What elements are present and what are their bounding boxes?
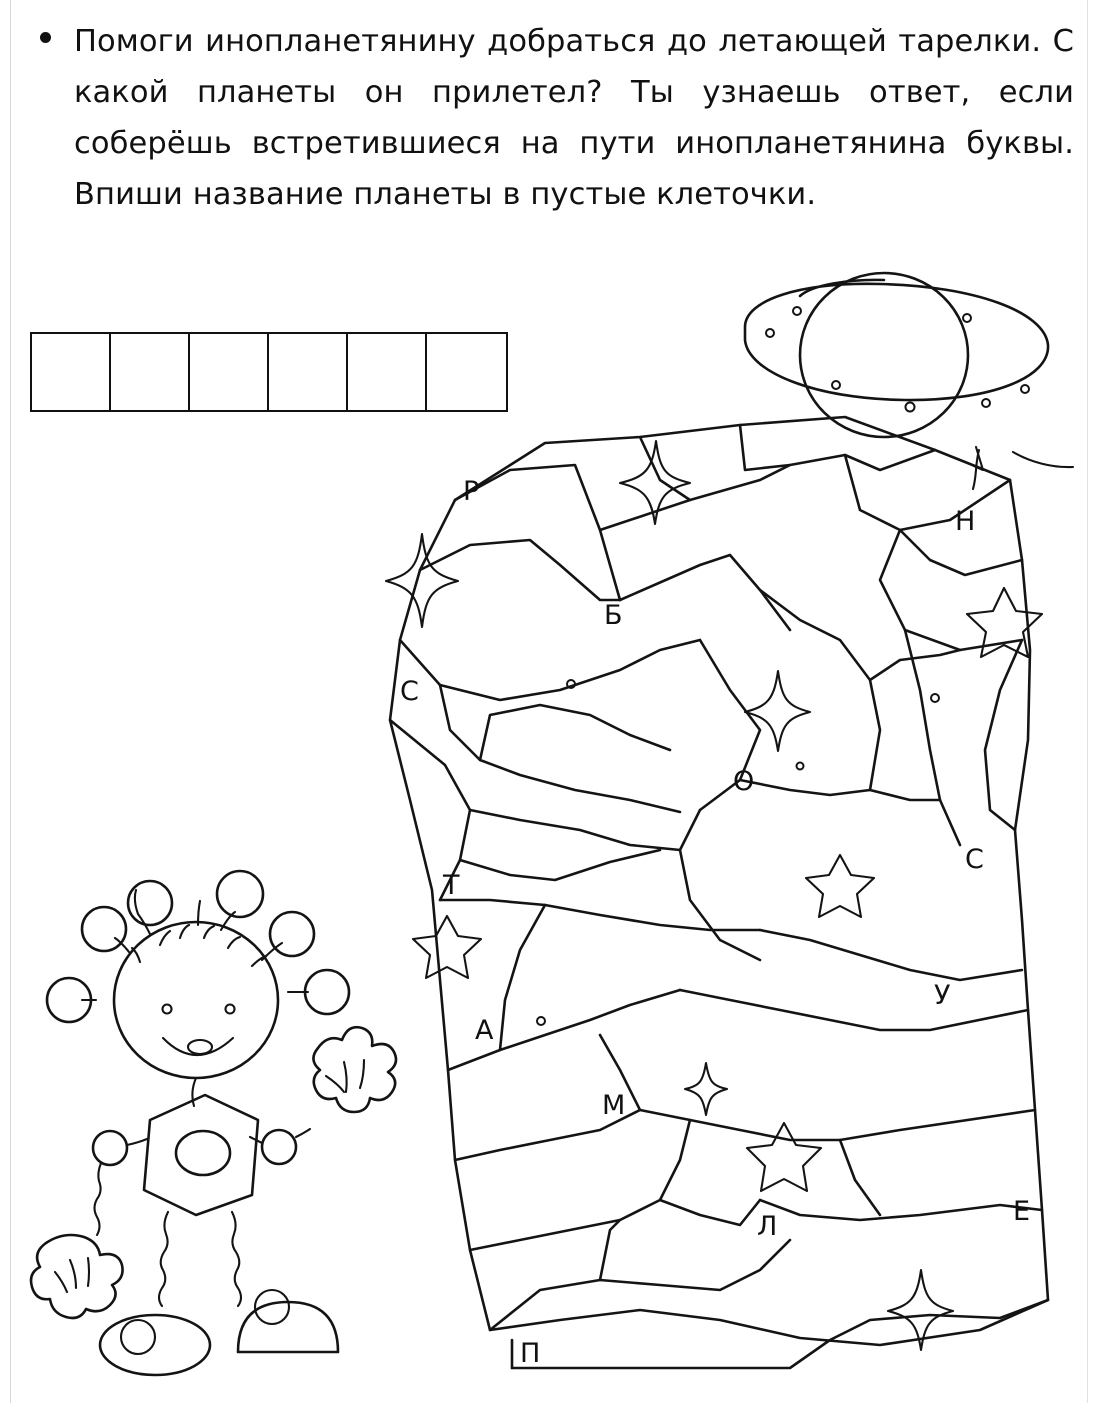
star-decorations: [386, 441, 1073, 1350]
maze-letter-a: А: [475, 1015, 494, 1046]
maze-letter-o: О: [733, 766, 755, 797]
answer-cell[interactable]: [348, 334, 427, 410]
answer-cell[interactable]: [427, 334, 506, 410]
maze-paths: [390, 417, 1048, 1368]
page-edge-right: [1087, 0, 1088, 1403]
answer-boxes[interactable]: [30, 332, 508, 412]
answer-cell[interactable]: [32, 334, 111, 410]
maze-letter-l: Л: [757, 1211, 778, 1242]
bullet-icon: [40, 32, 51, 43]
planet-saturn-icon: [745, 273, 1048, 437]
page-edge-left: [10, 0, 11, 1403]
instruction-text: Помоги инопланетянину добраться до летающей тарелки. С какой планеты он прилетел? Ты узнаешь ответ, если соберёшь встретившиеся на пути инопланетянина буквы. Впиши название планеты в пустые клеточки.: [74, 24, 1074, 212]
answer-cell[interactable]: [111, 334, 190, 410]
answer-cell[interactable]: [269, 334, 348, 410]
maze-letter-s-1: С: [400, 676, 419, 707]
maze-letter-u: У: [934, 980, 951, 1011]
maze-letter-r: Р: [463, 476, 480, 507]
maze-letter-s-2: С: [965, 844, 984, 875]
maze-letter-t: Т: [443, 870, 460, 901]
maze-letter-e: Е: [1013, 1196, 1031, 1227]
maze-letter-n: Н: [955, 506, 976, 537]
maze-dots: [537, 680, 939, 1025]
answer-cell[interactable]: [190, 334, 269, 410]
maze-letter-p: П: [520, 1338, 541, 1369]
alien-character-illustration: [31, 871, 396, 1375]
maze-letter-b: Б: [604, 600, 623, 631]
maze-letter-m: М: [602, 1090, 626, 1121]
